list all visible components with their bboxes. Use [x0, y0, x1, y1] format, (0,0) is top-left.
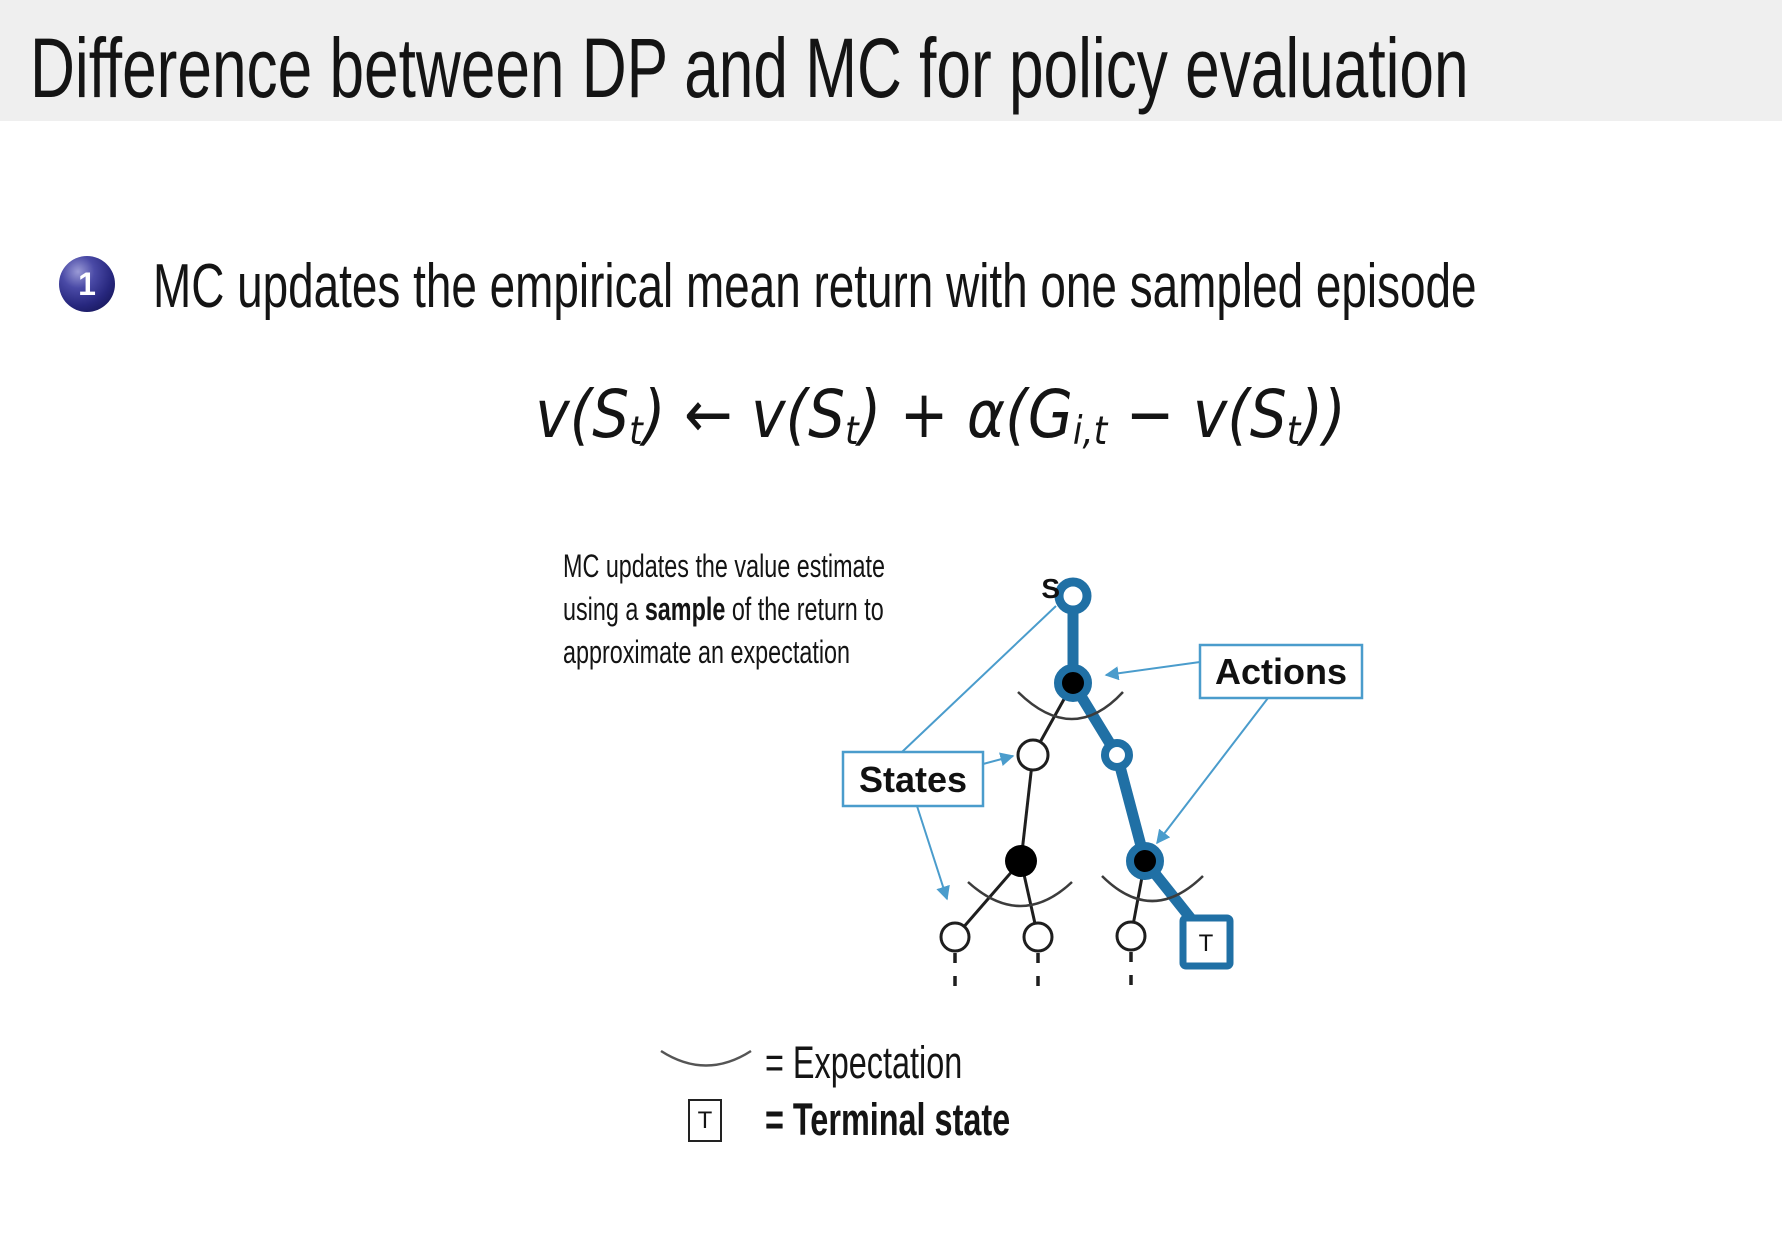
- left-state-node: [1018, 740, 1048, 770]
- annotation-line-2-pre: using a: [563, 591, 645, 627]
- actions-to-action-arrow: [1106, 662, 1200, 675]
- states-to-root-line: [902, 606, 1056, 752]
- legend-terminal-text: = Terminal state: [765, 1094, 1011, 1145]
- root-state-letter: S: [1041, 573, 1060, 604]
- update-formula: [391, 376, 1491, 453]
- sampled-action-node-1: [1058, 668, 1088, 698]
- legend-terminal: [765, 1094, 1106, 1145]
- backup-tree-diagram: [820, 560, 1380, 1020]
- bullet-number: 1: [78, 265, 96, 302]
- legend-terminal-symbol: T: [697, 1106, 713, 1134]
- states-to-leaf-arrow: [917, 806, 947, 899]
- sampled-state-node: [1105, 743, 1129, 767]
- page-title-text: Difference between DP and MC for policy evaluation: [30, 21, 1469, 115]
- tree-edges: [955, 602, 1192, 996]
- bullet-item: [153, 250, 1782, 324]
- legend-expectation: [765, 1037, 1039, 1088]
- legend-expectation-text: = Expectation: [765, 1037, 963, 1088]
- terminal-state-label: T: [1198, 930, 1214, 957]
- legend-terminal-box-icon: [688, 1099, 722, 1142]
- leaf-state-node-2: [1024, 923, 1052, 951]
- bullet-item-text: MC updates the empirical mean return with one sampled episode: [153, 252, 1477, 321]
- bullet-number-ball: [59, 256, 115, 312]
- sampled-action-node-2: [1130, 846, 1160, 876]
- annotation-line-2-post: of the return to: [725, 591, 884, 627]
- annotation-line-1: MC updates the value estimate: [563, 548, 886, 584]
- expectation-arcs: [968, 692, 1203, 906]
- expectation-arc-3: [1102, 876, 1203, 901]
- page-title: [0, 0, 1782, 115]
- annotation-line-3: approximate an expectation: [563, 634, 850, 670]
- root-state-node: [1059, 582, 1087, 610]
- actions-label: Actions: [1214, 651, 1348, 692]
- states-to-state-arrow: [983, 756, 1013, 764]
- actions-to-sampled-action-arrow: [1157, 698, 1268, 843]
- update-formula-text: v(St) ← v(St) + α(Gi,t − v(St)): [535, 376, 1347, 455]
- leaf-state-node-1: [941, 923, 969, 951]
- title-bar: [0, 0, 1782, 121]
- states-label: States: [858, 759, 968, 800]
- left-action-node: [1005, 845, 1037, 877]
- annotation-line-2-bold: sample: [644, 591, 726, 627]
- leaf-state-node-3: [1117, 922, 1145, 950]
- legend-expectation-arc-icon: [658, 1046, 754, 1078]
